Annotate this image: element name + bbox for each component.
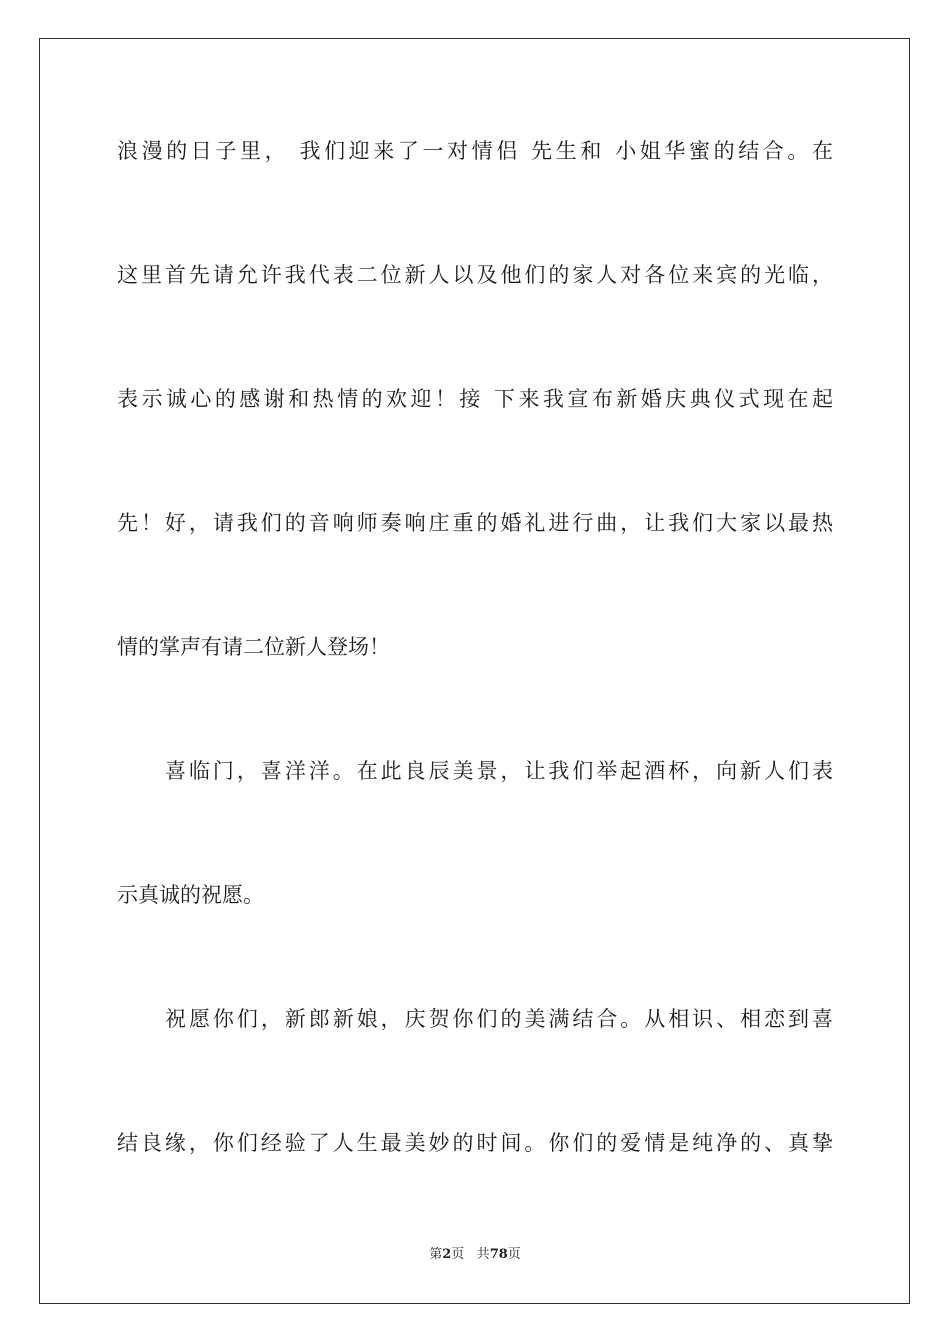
page-border (39, 38, 910, 1304)
body-text-line-5: 情的掌声有请二位新人登场！ (117, 635, 390, 659)
total-pages: 78 (489, 1247, 508, 1262)
body-text-line-9: 结良缘，你们经验了人生最美妙的时间。你们的爱情是纯净的、真挚 (117, 1131, 833, 1155)
page-footer (0, 1246, 950, 1264)
body-text-line-7: 示真诚的祝愿。 (117, 883, 264, 907)
total-prefix: 共 (476, 1247, 490, 1262)
body-text-line-2: 这里首先请允许我代表二位新人以及他们的家人对各位来宾的光临， (117, 263, 833, 287)
body-text-line-3: 表示诚心的感谢和热情的欢迎！接 下来我宣布新婚庆典仪式现在起 (117, 387, 833, 411)
page-number: 2 (442, 1247, 452, 1262)
body-text-line-4: 先！好，请我们的音响师奏响庄重的婚礼进行曲，让我们大家以最热 (117, 511, 833, 535)
body-text-line-1: 浪漫的日子里， 我们迎来了一对情侣 先生和 小姐华蜜的结合。在 (117, 139, 833, 163)
total-suffix: 页 (507, 1247, 521, 1262)
body-text-line-8: 祝愿你们，新郎新娘，庆贺你们的美满结合。从相识、相恋到喜 (165, 1007, 833, 1031)
body-text-line-6: 喜临门，喜洋洋。在此良辰美景，让我们举起酒杯，向新人们表 (165, 759, 833, 783)
page-prefix: 第 (429, 1247, 443, 1262)
page-suffix: 页 (451, 1247, 465, 1262)
